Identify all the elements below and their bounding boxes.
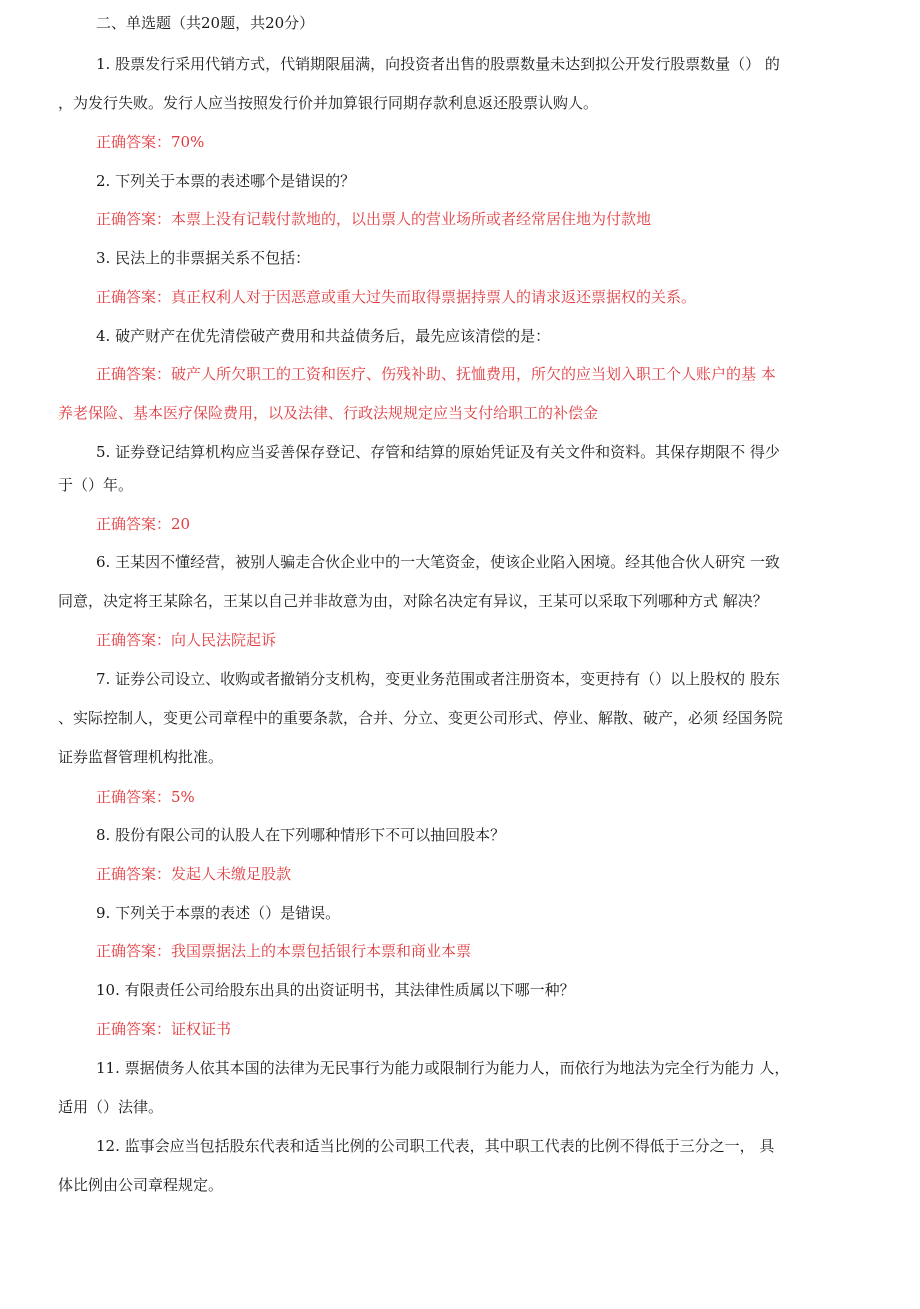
answer-4-line-1: 正确答案：破产人所欠职工的工资和医疗、伤残补助、抚恤费用，所欠的应当划入职工个人账户的基 本 (96, 365, 776, 383)
question-5-line-2: 于（）年。 (58, 476, 134, 494)
answer-10: 正确答案：证权证书 (96, 1020, 232, 1038)
question-12-line-1: 12. 监事会应当包括股东代表和适当比例的公司职工代表，其中职工代表的比例不得低于三分之一， 具 (96, 1137, 775, 1155)
question-4: 4. 破产财产在优先清偿破产费用和共益债务后，最先应该清偿的是： (96, 327, 551, 345)
answer-4-line-2: 养老保险、基本医疗保险费用，以及法律、行政法规规定应当支付给职工的补偿金 (58, 404, 599, 422)
question-1-line-2: ，为发行失败。发行人应当按照发行价并加算银行同期存款利息返还股票认购人。 (58, 94, 599, 112)
question-1-line-1: 1. 股票发行采用代销方式，代销期限届满，向投资者出售的股票数量未达到拟公开发行股票数量（） 的 (96, 55, 780, 73)
answer-6: 正确答案：向人民法院起诉 (96, 631, 277, 649)
question-2: 2. 下列关于本票的表述哪个是错误的？ (96, 172, 356, 190)
answer-1: 正确答案：70% (96, 133, 205, 151)
question-8: 8. 股份有限公司的认股人在下列哪种情形下不可以抽回股本？ (96, 826, 506, 844)
question-9: 9. 下列关于本票的表述（）是错误。 (96, 904, 341, 922)
question-11-line-2: 适用（）法律。 (58, 1098, 164, 1116)
answer-5: 正确答案：20 (96, 515, 191, 533)
answer-3: 正确答案：真正权利人对于因恶意或重大过失而取得票据持票人的请求返还票据权的关系。 (96, 288, 697, 306)
question-7-line-2: 、实际控制人，变更公司章程中的重要条款，合并、分立、变更公司形式、停业、解散、破产，必须 经国务院 (58, 709, 783, 727)
question-7-line-3: 证券监督管理机构批准。 (58, 748, 224, 766)
question-3: 3. 民法上的非票据关系不包括： (96, 249, 311, 267)
question-12-line-2: 体比例由公司章程规定。 (58, 1176, 224, 1194)
question-7-line-1: 7. 证券公司设立、收购或者撤销分支机构，变更业务范围或者注册资本，变更持有（）以上股权的 股东 (96, 670, 780, 688)
answer-7: 正确答案：5% (96, 788, 195, 806)
question-6-line-1: 6. 王某因不懂经营，被别人骗走合伙企业中的一大笔资金，使该企业陷入困境。经其他合伙人研究 一致 (96, 553, 780, 571)
answer-9: 正确答案：我国票据法上的本票包括银行本票和商业本票 (96, 942, 472, 960)
answer-2: 正确答案：本票上没有记载付款地的，以出票人的营业场所或者经常居住地为付款地 (96, 210, 652, 228)
question-11-line-1: 11. 票据债务人依其本国的法律为无民事行为能力或限制行为能力人，而依行为地法为完全行为能力 人， (96, 1059, 790, 1077)
question-10: 10. 有限责任公司给股东出具的出资证明书，其法律性质属以下哪一种？ (96, 981, 575, 999)
section-title: 二、单选题（共20题，共20分） (96, 14, 315, 32)
answer-8: 正确答案：发起人未缴足股款 (96, 865, 292, 883)
question-6-line-2: 同意，决定将王某除名，王某以自己并非故意为由，对除名决定有异议，王某可以采取下列哪种方式 解决？ (58, 592, 768, 610)
question-5-line-1: 5. 证券登记结算机构应当妥善保存登记、存管和结算的原始凭证及有关文件和资料。其保存期限不 得少 (96, 443, 780, 461)
